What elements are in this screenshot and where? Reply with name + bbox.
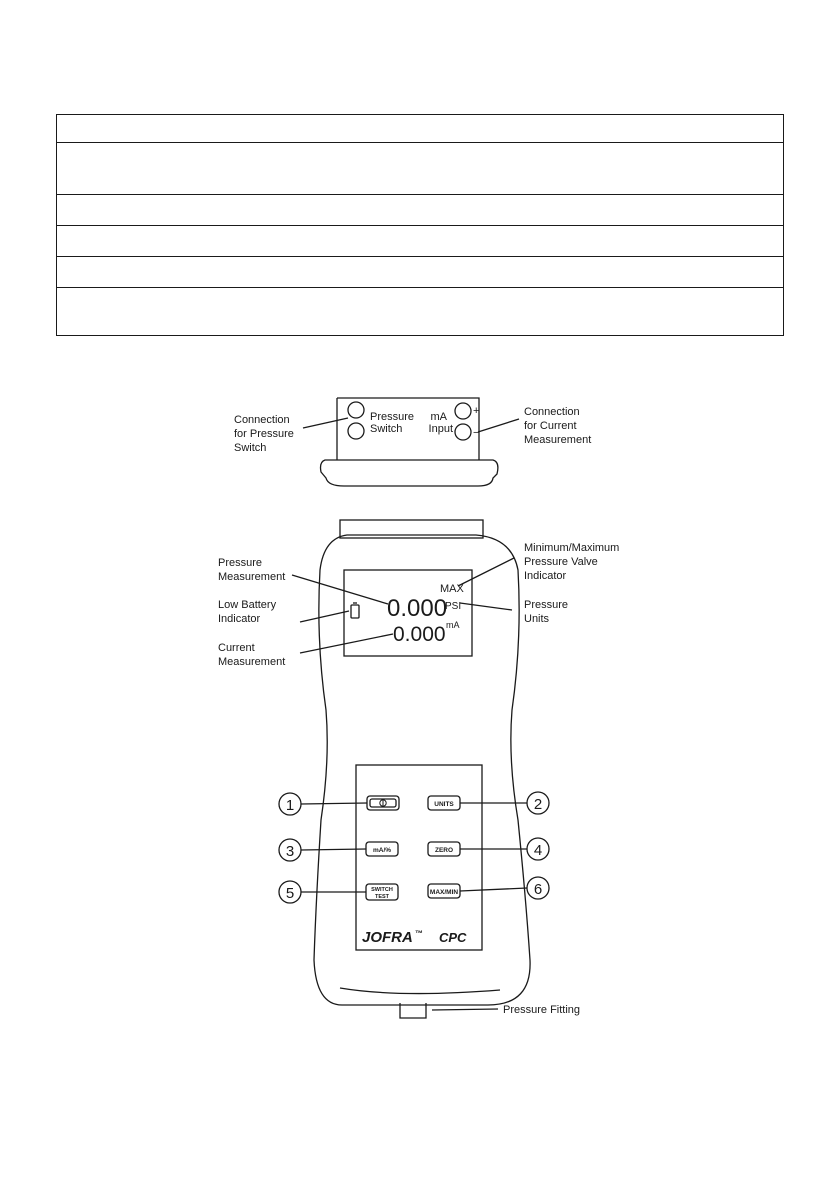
callout-pressure-measurement-2: Measurement [218, 571, 286, 583]
callout-minmax-2: Pressure Valve [524, 556, 598, 568]
callout-pressure-measurement-1: Pressure [218, 557, 263, 569]
current-value: 0.000 [393, 623, 446, 646]
leader-pressure-units [460, 603, 512, 610]
power-icon [380, 799, 386, 808]
leader-low-battery [300, 611, 349, 622]
callout-number-4: 4 [533, 842, 543, 859]
max-min-label: MAX/MIN [429, 889, 459, 896]
callout-pressure-units-2: Units [524, 613, 550, 625]
callout-minmax-3: Indicator [524, 570, 567, 582]
callout-number-2: 2 [533, 796, 543, 813]
switch-jack-bottom [348, 423, 364, 439]
units-label: UNITS [434, 801, 454, 808]
callout-current-measurement-1: Current [218, 642, 255, 654]
switch-test-label-1: SWITCH [371, 887, 393, 893]
minus-sign: − [473, 427, 480, 439]
callout-pressure-fitting: Pressure Fitting [503, 1004, 581, 1016]
callout-low-battery-1: Low Battery [218, 599, 277, 611]
ma-input-label: mA [430, 411, 447, 423]
leader-pressure-fitting [432, 1009, 498, 1010]
max-indicator: MAX [440, 583, 464, 595]
zero-label: ZERO [434, 847, 454, 854]
model-label: CPC [439, 930, 467, 945]
keypad-panel [356, 765, 482, 950]
pressure-switch-label: Pressure [370, 411, 415, 423]
callout-pressure-units-1: Pressure [524, 599, 569, 611]
ma-jack-plus [455, 403, 471, 419]
callout-current-3: Measurement [524, 434, 592, 446]
callout-low-battery-2: Indicator [218, 613, 261, 625]
pressure-unit: PSI [445, 601, 462, 612]
current-unit: mA [446, 620, 460, 630]
callout-pressure-switch-1: Connection [234, 414, 290, 426]
leader-pressure-measurement [292, 575, 388, 604]
battery-icon [351, 605, 359, 618]
callout-number-6: 6 [533, 881, 543, 898]
callout-current-measurement-2: Measurement [218, 656, 286, 668]
brand-trademark: ™ [415, 929, 423, 938]
brand-logo: JOFRA [362, 929, 413, 946]
callout-number-3: 3 [285, 843, 295, 860]
ma-jack-minus [455, 424, 471, 440]
ma-percent-label: mA/% [372, 847, 392, 854]
callout-current-1: Connection [524, 406, 580, 418]
leader-pressure-switch [303, 418, 348, 428]
plus-sign: + [473, 405, 480, 417]
leader-current-connection [478, 419, 519, 432]
ma-input-label-2: Input [428, 423, 453, 435]
switch-test-label-2: TEST [374, 894, 390, 900]
callout-pressure-switch-3: Switch [234, 442, 267, 454]
pressure-switch-label-2: Switch [370, 423, 403, 435]
callout-minmax-1: Minimum/Maximum [524, 542, 620, 554]
callout-current-2: for Current [524, 420, 577, 432]
leader-minmax [458, 558, 514, 586]
switch-jack-top [348, 402, 364, 418]
pressure-value: 0.000 [387, 595, 448, 622]
callout-pressure-switch-2: for Pressure [234, 428, 294, 440]
callout-number-1: 1 [285, 797, 295, 814]
callout-number-5: 5 [285, 885, 295, 902]
leader-current-measurement [300, 634, 393, 653]
